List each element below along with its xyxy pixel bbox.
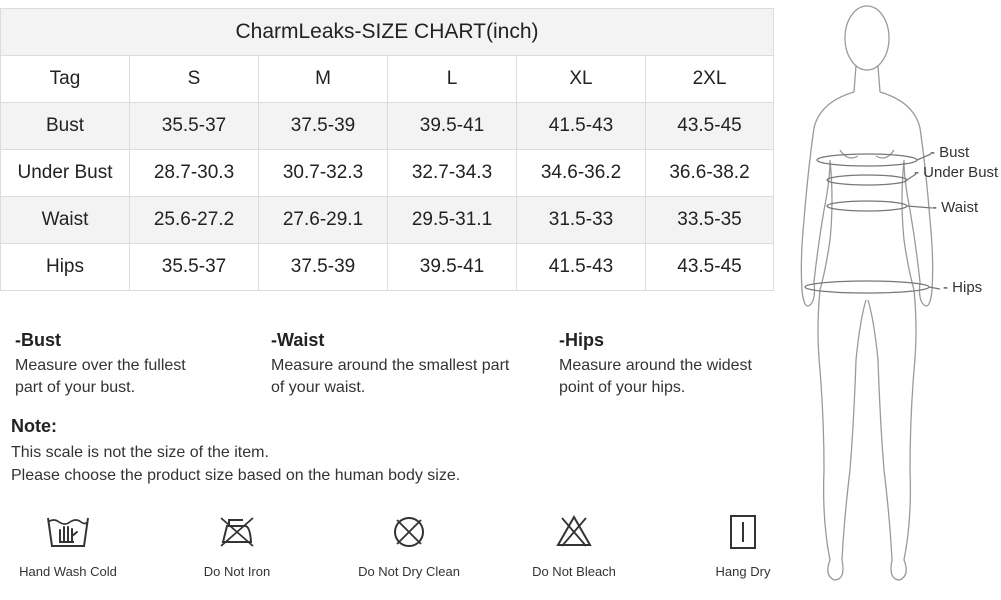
row-label: Under Bust — [1, 150, 130, 197]
note-line-1: This scale is not the size of the item. — [11, 444, 269, 461]
figure-label-hips: - Hips — [943, 279, 983, 296]
bust-guide-title: -Bust — [15, 330, 61, 350]
row-label: Hips — [1, 244, 130, 291]
hips-guide-title: -Hips — [559, 330, 604, 350]
header-cell: S — [130, 56, 259, 103]
waist-guide-title: -Waist — [271, 330, 325, 350]
table-header-row — [1, 56, 774, 103]
table-cell: 34.6-36.2 — [517, 150, 646, 197]
table-cell: 28.7-30.3 — [130, 150, 259, 197]
row-label: Bust — [1, 103, 130, 150]
table-cell: 32.7-34.3 — [388, 150, 517, 197]
header-cell: L — [388, 56, 517, 103]
care-label: Do Not Bleach — [532, 564, 616, 579]
care-label: Do Not Iron — [203, 564, 271, 579]
table-cell: 33.5-35 — [646, 197, 774, 244]
note-title: Note: — [11, 416, 57, 436]
note-line-2: Please choose the product size based on the human body size. — [11, 467, 461, 484]
hips-guide — [559, 330, 819, 399]
figure-label-under-bust: - Under Bust — [914, 164, 999, 181]
header-cell: XL — [517, 56, 646, 103]
figure-label-waist: - Waist — [932, 199, 979, 216]
row-label: Waist — [1, 197, 130, 244]
care-label: Hand Wash Cold — [19, 564, 117, 579]
table-cell: 43.5-45 — [646, 244, 774, 291]
bust-guide-text: Measure over the fullest part of your bust. — [15, 357, 186, 396]
table-cell: 43.5-45 — [646, 103, 774, 150]
care-item-do-not-dry-clean — [339, 512, 479, 579]
hand-wash-icon — [45, 512, 91, 550]
hips-guide-text: Measure around the widest point of your hips. — [559, 357, 752, 396]
table-row — [1, 150, 774, 197]
care-label: Do Not Dry Clean — [358, 564, 460, 579]
table-title — [1, 9, 774, 56]
table-cell: 41.5-43 — [517, 103, 646, 150]
do-not-bleach-icon — [554, 512, 594, 550]
header-cell: M — [259, 56, 388, 103]
table-cell: 29.5-31.1 — [388, 197, 517, 244]
table-cell: 37.5-39 — [259, 103, 388, 150]
waist-guide-text: Measure around the smallest part of your waist. — [271, 357, 510, 396]
table-cell: 27.6-29.1 — [259, 197, 388, 244]
table-cell: 37.5-39 — [259, 244, 388, 291]
table-cell: 36.6-38.2 — [646, 150, 774, 197]
table-cell: 41.5-43 — [517, 244, 646, 291]
do-not-iron-icon — [217, 512, 257, 550]
header-cell: Tag — [1, 56, 130, 103]
table-cell: 35.5-37 — [130, 244, 259, 291]
bust-guide — [15, 330, 275, 399]
body-measurement-figure — [790, 0, 1001, 595]
do-not-dry-clean-icon — [389, 512, 429, 550]
care-label: Hang Dry — [715, 564, 771, 579]
hang-dry-icon — [723, 512, 763, 550]
table-cell: 30.7-32.3 — [259, 150, 388, 197]
table-cell: 39.5-41 — [388, 103, 517, 150]
table-cell: 25.6-27.2 — [130, 197, 259, 244]
figure-label-bust: - Bust — [930, 144, 970, 161]
size-chart-table — [0, 8, 774, 291]
table-cell: 31.5-33 — [517, 197, 646, 244]
care-item-do-not-bleach — [504, 512, 644, 579]
waist-guide — [271, 330, 531, 399]
care-item-hand-wash — [0, 512, 138, 579]
table-cell: 39.5-41 — [388, 244, 517, 291]
note-section — [11, 416, 460, 487]
table-title-unit: (inch) — [486, 20, 539, 43]
table-title-row — [1, 9, 774, 56]
care-item-do-not-iron — [167, 512, 307, 579]
header-cell: 2XL — [646, 56, 774, 103]
table-row — [1, 197, 774, 244]
table-title-main: CharmLeaks-SIZE CHART — [235, 20, 486, 43]
human-body-outline-icon — [790, 0, 1001, 595]
table-cell: 35.5-37 — [130, 103, 259, 150]
table-row — [1, 103, 774, 150]
table-row — [1, 244, 774, 291]
